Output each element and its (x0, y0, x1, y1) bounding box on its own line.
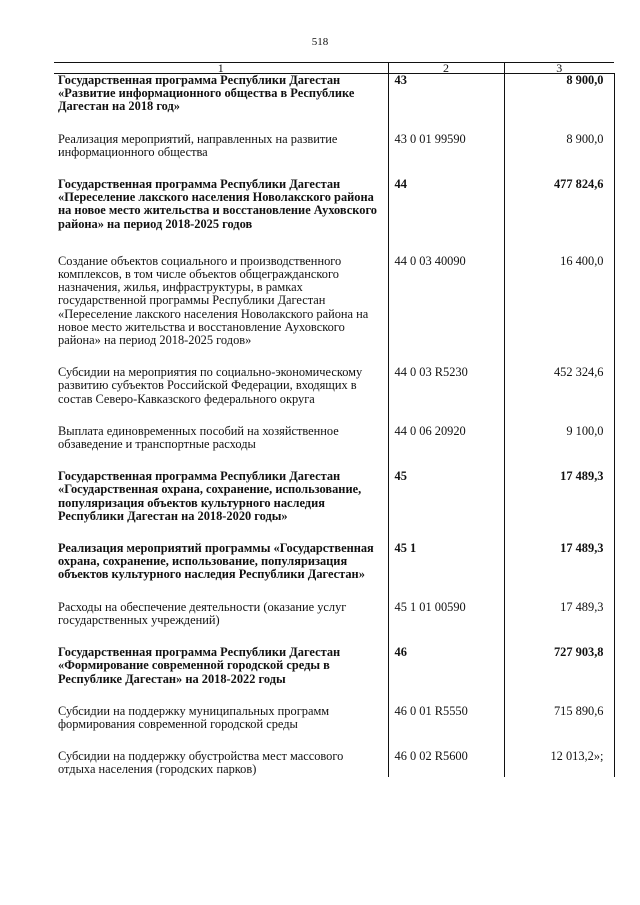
program-amount: 8 900,0 (504, 74, 614, 114)
item-name: Субсидии на поддержку обустройства мест массового отдыха населения (городских парков) (54, 750, 388, 776)
program-code: 44 (388, 178, 504, 231)
program-name: Государственная программа Республики Дагестан «Развитие информационного общества в Республике Дагестан на 2018 год» (54, 74, 388, 114)
table-row (54, 542, 614, 582)
subprogram-name: Реализация мероприятий программы «Государственная охрана, сохранение, использование, популяризация объектов культурного наследия Республики Дагестан» (54, 542, 388, 582)
program-amount: 17 489,3 (504, 470, 614, 523)
program-name: Государственная программа Республики Дагестан «Государственная охрана, сохранение, использование, популяризация объектов культурного наследия Республики Дагестан на 2018-2020 годы» (54, 470, 388, 523)
header-row (54, 63, 614, 74)
program-code: 45 (388, 470, 504, 523)
item-code: 44 0 03 40090 (388, 255, 504, 347)
item-code: 46 0 01 R5550 (388, 705, 504, 731)
header-col-2: 2 (388, 63, 504, 74)
table-row (54, 646, 614, 686)
item-name: Реализация мероприятий, направленных на развитие информационного общества (54, 133, 388, 159)
header-col-1: 1 (54, 63, 388, 74)
program-name: Государственная программа Республики Дагестан «Формирование современной городской среды в Республике Дагестан» на 2018-2022 годы (54, 646, 388, 686)
table-row (54, 705, 614, 731)
item-amount: 9 100,0 (504, 425, 614, 451)
item-name: Субсидии на мероприятия по социально-экономическому развитию субъектов Российской Федерации, входящих в состав Северо-Кавказского федерального округа (54, 366, 388, 406)
item-code: 44 0 03 R5230 (388, 366, 504, 406)
header-col-3: 3 (504, 63, 614, 74)
table-row (54, 366, 614, 406)
item-amount: 12 013,2»; (504, 750, 614, 776)
item-name: Расходы на обеспечение деятельности (оказание услуг государственных учреждений) (54, 601, 388, 627)
program-code: 43 (388, 74, 504, 114)
table-row (54, 601, 614, 627)
item-amount: 715 890,6 (504, 705, 614, 731)
program-code: 46 (388, 646, 504, 686)
item-code: 45 1 01 00590 (388, 601, 504, 627)
budget-table (54, 62, 615, 777)
item-code: 46 0 02 R5600 (388, 750, 504, 776)
table-row (54, 750, 614, 776)
page-number: 518 (311, 36, 329, 48)
subprogram-amount: 17 489,3 (504, 542, 614, 582)
table-row (54, 133, 614, 159)
program-amount: 727 903,8 (504, 646, 614, 686)
table-row (54, 178, 614, 231)
item-amount: 452 324,6 (504, 366, 614, 406)
item-code: 43 0 01 99590 (388, 133, 504, 159)
item-amount: 8 900,0 (504, 133, 614, 159)
table-row (54, 470, 614, 523)
item-amount: 16 400,0 (504, 255, 614, 347)
table-row (54, 425, 614, 451)
item-name: Субсидии на поддержку муниципальных программ формирования современной городской среды (54, 705, 388, 731)
table-row (54, 74, 614, 114)
item-amount: 17 489,3 (504, 601, 614, 627)
program-amount: 477 824,6 (504, 178, 614, 231)
subprogram-code: 45 1 (388, 542, 504, 582)
item-name: Создание объектов социального и производственного комплексов, в том числе объектов общегражданского назначения, жилья, инфраструктуры, в рамках государственной программы Республики Дагестан «Переселение лакского населения Новолакского района на новое место жительства и восстановление Ауховского района» на период 2018-2025 годов» (54, 255, 388, 347)
table-row (54, 255, 614, 347)
program-name: Государственная программа Республики Дагестан «Переселение лакского населения Новолакского района на новое место жительства и восстановление Ауховского района» на период 2018-2025 годов (54, 178, 388, 231)
item-name: Выплата единовременных пособий на хозяйственное обзаведение и транспортные расходы (54, 425, 388, 451)
item-code: 44 0 06 20920 (388, 425, 504, 451)
